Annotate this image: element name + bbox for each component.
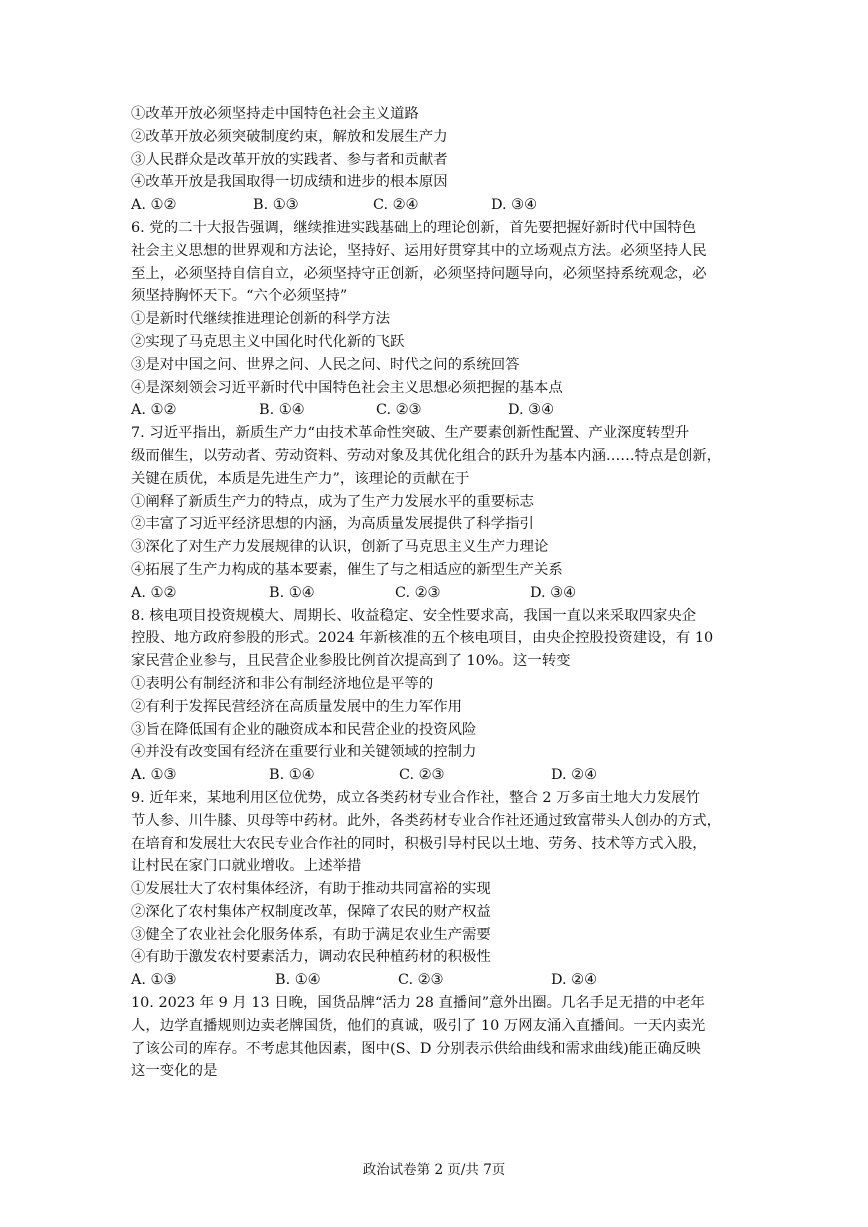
q6-options: [131, 399, 743, 422]
q8-option-b: B. ①④: [269, 767, 315, 784]
q9-options: [131, 969, 743, 992]
q10-stem-line: 人，边学直播规则边卖老牌国货，他们的真诚，吸引了 10 万网友涌入直播间。一天内卖光: [131, 1017, 706, 1034]
q6-option-a: A. ①②: [131, 402, 177, 419]
q9-option-a: A. ①③: [131, 972, 177, 989]
q9-item-2: ②深化了农村集体产权制度改革，保障了农民的财产权益: [131, 903, 491, 920]
q5-item-2: ②改革开放必须突破制度约束，解放和发展生产力: [131, 128, 448, 145]
q8-option-a: A. ①③: [131, 767, 177, 784]
q6-item-4: ④是深刻领会习近平新时代中国特色社会主义思想必须把握的基本点: [131, 379, 563, 396]
q8-item-1: ①表明公有制经济和非公有制经济地位是平等的: [131, 675, 434, 692]
q8-stem-line: 8. 核电项目投资规模大、周期长、收益稳定、安全性要求高，我国一直以来采取四家央企: [131, 607, 697, 624]
q8-options: [131, 764, 743, 787]
q7-option-a: A. ①②: [131, 584, 177, 601]
q8-stem-line: 控股、地方政府参股的形式。2024 年新核准的五个核电项目，由央企控股投资建设，有 10: [131, 630, 714, 647]
q8-option-c: C. ②③: [399, 767, 445, 784]
q9-item-4: ④有助于激发农村要素活力，调动农民种植药材的积极性: [131, 949, 491, 966]
q9-stem-line: 让村民在家门口就业增收。上述举措: [131, 858, 362, 875]
q5-option-d: D. ③④: [491, 197, 537, 214]
q8-option-d: D. ②④: [551, 767, 597, 784]
q6-stem-line: 至上，必须坚持自信自立，必须坚持守正创新，必须坚持问题导向，必须坚持系统观念，必: [131, 265, 707, 282]
q7-option-b: B. ①④: [269, 584, 315, 601]
q7-item-1: ①阐释了新质生产力的特点，成为了生产力发展水平的重要标志: [131, 493, 534, 510]
q6-item-2: ②实现了马克思主义中国化时代化新的飞跃: [131, 333, 405, 350]
exam-content: [131, 103, 743, 1083]
q6-option-d: D. ③④: [508, 402, 554, 419]
q9-stem-line: 节人参、川牛膝、贝母等中药材。此外，各类药材专业合作社还通过致富带头人创办的方式，: [131, 812, 722, 829]
q6-item-1: ①是新时代继续推进理论创新的科学方法: [131, 311, 391, 328]
q5-item-1: ①改革开放必须坚持走中国特色社会主义道路: [131, 106, 419, 122]
q9-item-1: ①发展壮大了农村集体经济，有助于推动共同富裕的实现: [131, 881, 491, 898]
q6-stem-line: 6. 党的二十大报告强调，继续推进实践基础上的理论创新，首先要把握好新时代中国特色: [131, 219, 697, 236]
q6-option-c: C. ②③: [376, 402, 422, 419]
q10-stem-line: 这一变化的是: [131, 1063, 218, 1080]
q8-stem-line: 家民营企业参与，且民营企业参股比例首次提高到了 10%。这一转变: [131, 653, 571, 670]
q5-options: [131, 194, 743, 217]
q8-item-3: ③旨在降低国有企业的融资成本和民营企业的投资风险: [131, 721, 477, 738]
q7-stem-line: 7. 习近平指出，新质生产力“由技术革命性突破、生产要素创新性配置、产业深度转型升: [131, 425, 690, 442]
q7-item-2: ②丰富了习近平经济思想的内涵，为高质量发展提供了科学指引: [131, 516, 534, 533]
q6-stem-line: 须坚持胸怀天下。“六个必须坚持”: [131, 288, 348, 305]
q7-option-c: C. ②③: [395, 584, 441, 601]
q9-item-3: ③健全了农业社会化服务体系，有助于满足农业生产需要: [131, 926, 491, 943]
q6-item-3: ③是对中国之问、世界之问、人民之问、时代之问的系统回答: [131, 356, 520, 373]
q5-option-a: A. ①②: [131, 197, 177, 214]
q5-item-3: ③人民群众是改革开放的实践者、参与者和贡献者: [131, 151, 448, 168]
page-footer: 政治试卷第 2 页/共 7页: [362, 1162, 506, 1178]
q5-option-b: B. ①③: [253, 197, 299, 214]
q8-item-4: ④并没有改变国有经济在重要行业和关键领域的控制力: [131, 744, 477, 761]
q7-options: [131, 582, 743, 605]
q7-item-3: ③深化了对生产力发展规律的认识，创新了马克思主义生产力理论: [131, 539, 549, 556]
q5-item-4: ④改革开放是我国取得一切成绩和进步的根本原因: [131, 174, 448, 191]
q9-stem-line: 9. 近年来，某地利用区位优势，成立各类药材专业合作社，整合 2 万多亩土地大力发展竹: [131, 789, 701, 806]
q10-stem-line: 10. 2023 年 9 月 13 日晚，国货品牌“活力 28 直播间”意外出圈。几名手足无措的中老年: [131, 995, 705, 1012]
q6-option-b: B. ①④: [259, 402, 305, 419]
q7-stem-line: 关键在质优，本质是先进生产力”，该理论的贡献在于: [131, 470, 470, 487]
q7-item-4: ④拓展了生产力构成的基本要素，催生了与之相适应的新型生产关系: [131, 561, 563, 578]
q7-option-d: D. ③④: [530, 584, 576, 601]
q6-stem-line: 社会主义思想的世界观和方法论，坚持好、运用好贯穿其中的立场观点方法。必须坚持人民: [131, 242, 707, 259]
q10-stem-line: 了该公司的库存。不考虑其他因素，图中(S、D 分别表示供给曲线和需求曲线)能正确反映: [131, 1040, 701, 1057]
q9-stem-line: 在培育和发展壮大农民专业合作社的同时，积极引导村民以土地、劳务、技术等方式入股，: [131, 835, 707, 852]
q7-stem-line: 级而催生，以劳动者、劳动资料、劳动对象及其优化组合的跃升为基本内涵……特点是创新，: [131, 447, 722, 464]
q9-option-b: B. ①④: [275, 972, 321, 989]
q5-option-c: C. ②④: [373, 197, 419, 214]
q9-option-d: D. ②④: [551, 972, 597, 989]
q9-option-c: C. ②③: [398, 972, 444, 989]
q8-item-2: ②有利于发挥民营经济在高质量发展中的生力军作用: [131, 698, 462, 715]
